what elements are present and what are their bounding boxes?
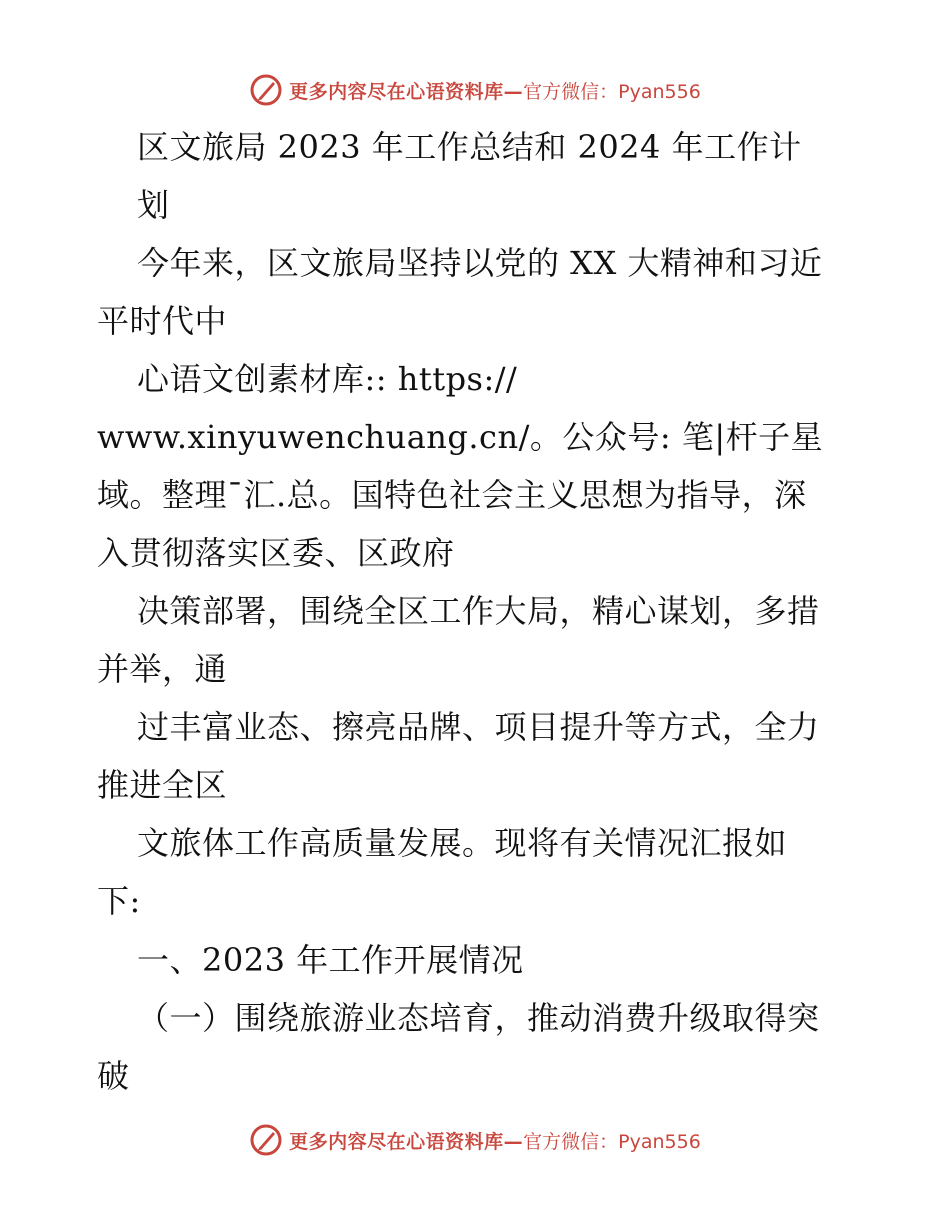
quill-pen-logo-icon (249, 1123, 283, 1157)
paragraph-line: 推进全区 (97, 766, 228, 804)
paragraph-line: 平时代中 (97, 302, 228, 340)
subsection-heading: （一）围绕旅游业态培育，推动消费升级取得突 (137, 999, 820, 1037)
watermark-text: 更多内容尽在心语资料库— (289, 1130, 524, 1153)
paragraph-line: 决策部署，围绕全区工作大局，精心谋划，多措 (137, 592, 820, 630)
section-heading: 一、2023 年工作开展情况 (137, 941, 524, 979)
paragraph-line: 下: (97, 882, 141, 920)
paragraph-line: 文旅体工作高质量发展。现将有关情况汇报如 (137, 824, 788, 862)
subsection-heading-continued: 破 (97, 1057, 130, 1095)
watermark-suffix: 官方微信：Pyan556 (523, 80, 701, 103)
watermark-banner-bottom (0, 1120, 950, 1160)
paragraph-line: 域。整理¯汇.总。国特色社会主义思想为指导，深 (97, 476, 807, 514)
watermark-banner-top (0, 70, 950, 110)
paragraph-line: 过丰富业态、擦亮品牌、项目提升等方式，全力 (137, 708, 820, 746)
quill-pen-logo-icon (249, 73, 283, 107)
paragraph-line: 心语文创素材库:: https:// (137, 360, 518, 398)
paragraph-line: 入贯彻落实区委、区政府 (97, 534, 455, 572)
paragraph-line: 今年来，区文旅局坚持以党的 XX 大精神和习近 (137, 244, 823, 282)
document-title-line-1: 区文旅局 2023 年工作总结和 2024 年工作计 (137, 128, 802, 166)
paragraph-line: 并举，通 (97, 650, 228, 688)
watermark-text: 更多内容尽在心语资料库— (289, 80, 524, 103)
paragraph-line: www.xinyuwenchuang.cn/。公众号: 笔|杆子星 (97, 418, 824, 456)
document-title-line-2: 划 (137, 186, 170, 224)
watermark-suffix: 官方微信：Pyan556 (523, 1130, 701, 1153)
